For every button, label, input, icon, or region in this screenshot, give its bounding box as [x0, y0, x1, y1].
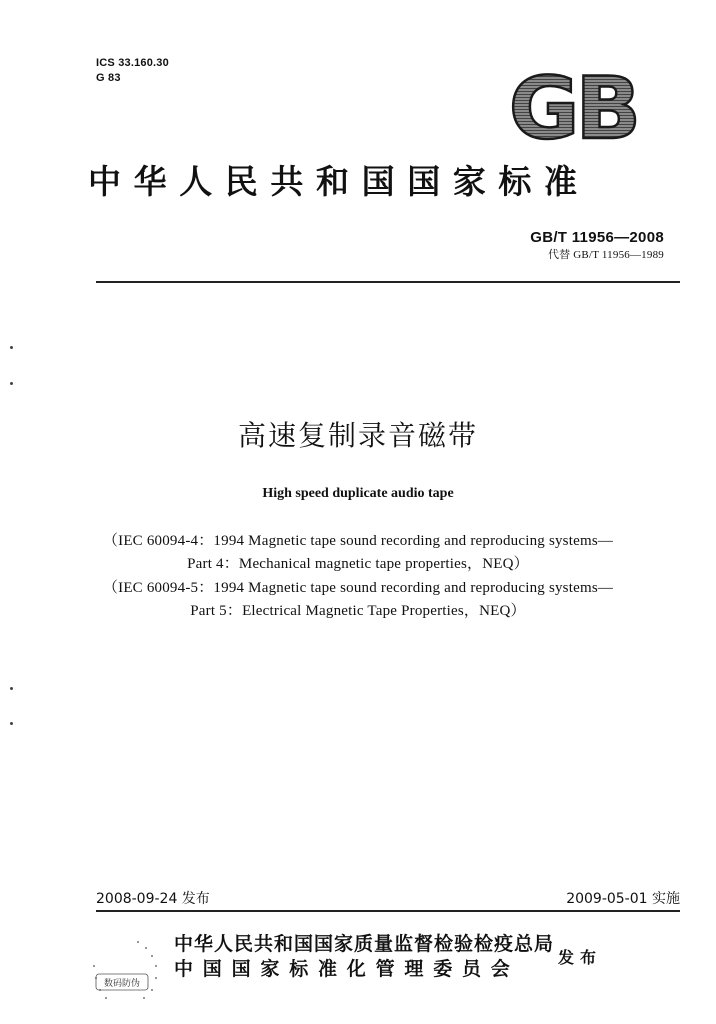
publish-label: 发布: [558, 948, 603, 967]
anti-counterfeit-stamp: [86, 936, 166, 1006]
document-title-english: High speed duplicate audio tape: [262, 486, 454, 501]
ics-code: ICS 33.160.30: [96, 57, 169, 69]
document-title-chinese: 高速复制录音磁带: [237, 419, 478, 452]
svg-text:数码防伪: 数码防伪: [103, 979, 141, 989]
top-divider: [96, 281, 680, 283]
margin-mark: [10, 722, 13, 725]
equivalent-line: Part 5：Electrical Magnetic Tape Properties，NEQ）: [190, 603, 526, 619]
equivalent-line: （IEC 60094-4：1994 Magnetic tape sound recording and reproducing systems—: [102, 533, 614, 549]
equivalent-line: Part 4：Mechanical magnetic tape properties，NEQ）: [187, 556, 529, 572]
margin-mark: [10, 687, 13, 690]
margin-mark: [10, 382, 13, 385]
issue-date: 2008-09-24 发布: [96, 891, 210, 907]
issuing-authorities: [174, 932, 554, 982]
margin-mark: [10, 346, 13, 349]
implementation-date: 2009-05-01 实施: [566, 891, 680, 907]
equivalent-standard: [40, 530, 676, 576]
gb-logo: [500, 66, 646, 148]
issuer-aqsiq: 中华人民共和国国家质量监督检验检疫总局: [174, 933, 555, 955]
standard-number: GB/T 11956—2008: [530, 229, 664, 246]
bottom-divider: [96, 910, 680, 912]
ccs-code: G 83: [96, 72, 121, 84]
equivalent-line: （IEC 60094-5：1994 Magnetic tape sound recording and reproducing systems—: [102, 580, 614, 596]
equivalent-standard: [40, 577, 676, 623]
classification-codes: [96, 56, 169, 86]
replaces-standard: 代替 GB/T 11956—1989: [547, 249, 664, 261]
national-standard-title: 中华人民共和国国家标准: [88, 162, 590, 201]
svg-text:GB: GB: [508, 66, 638, 148]
standard-code-block: [530, 228, 664, 263]
issuer-sac: 中国国家标准化管理委员会: [174, 958, 520, 980]
